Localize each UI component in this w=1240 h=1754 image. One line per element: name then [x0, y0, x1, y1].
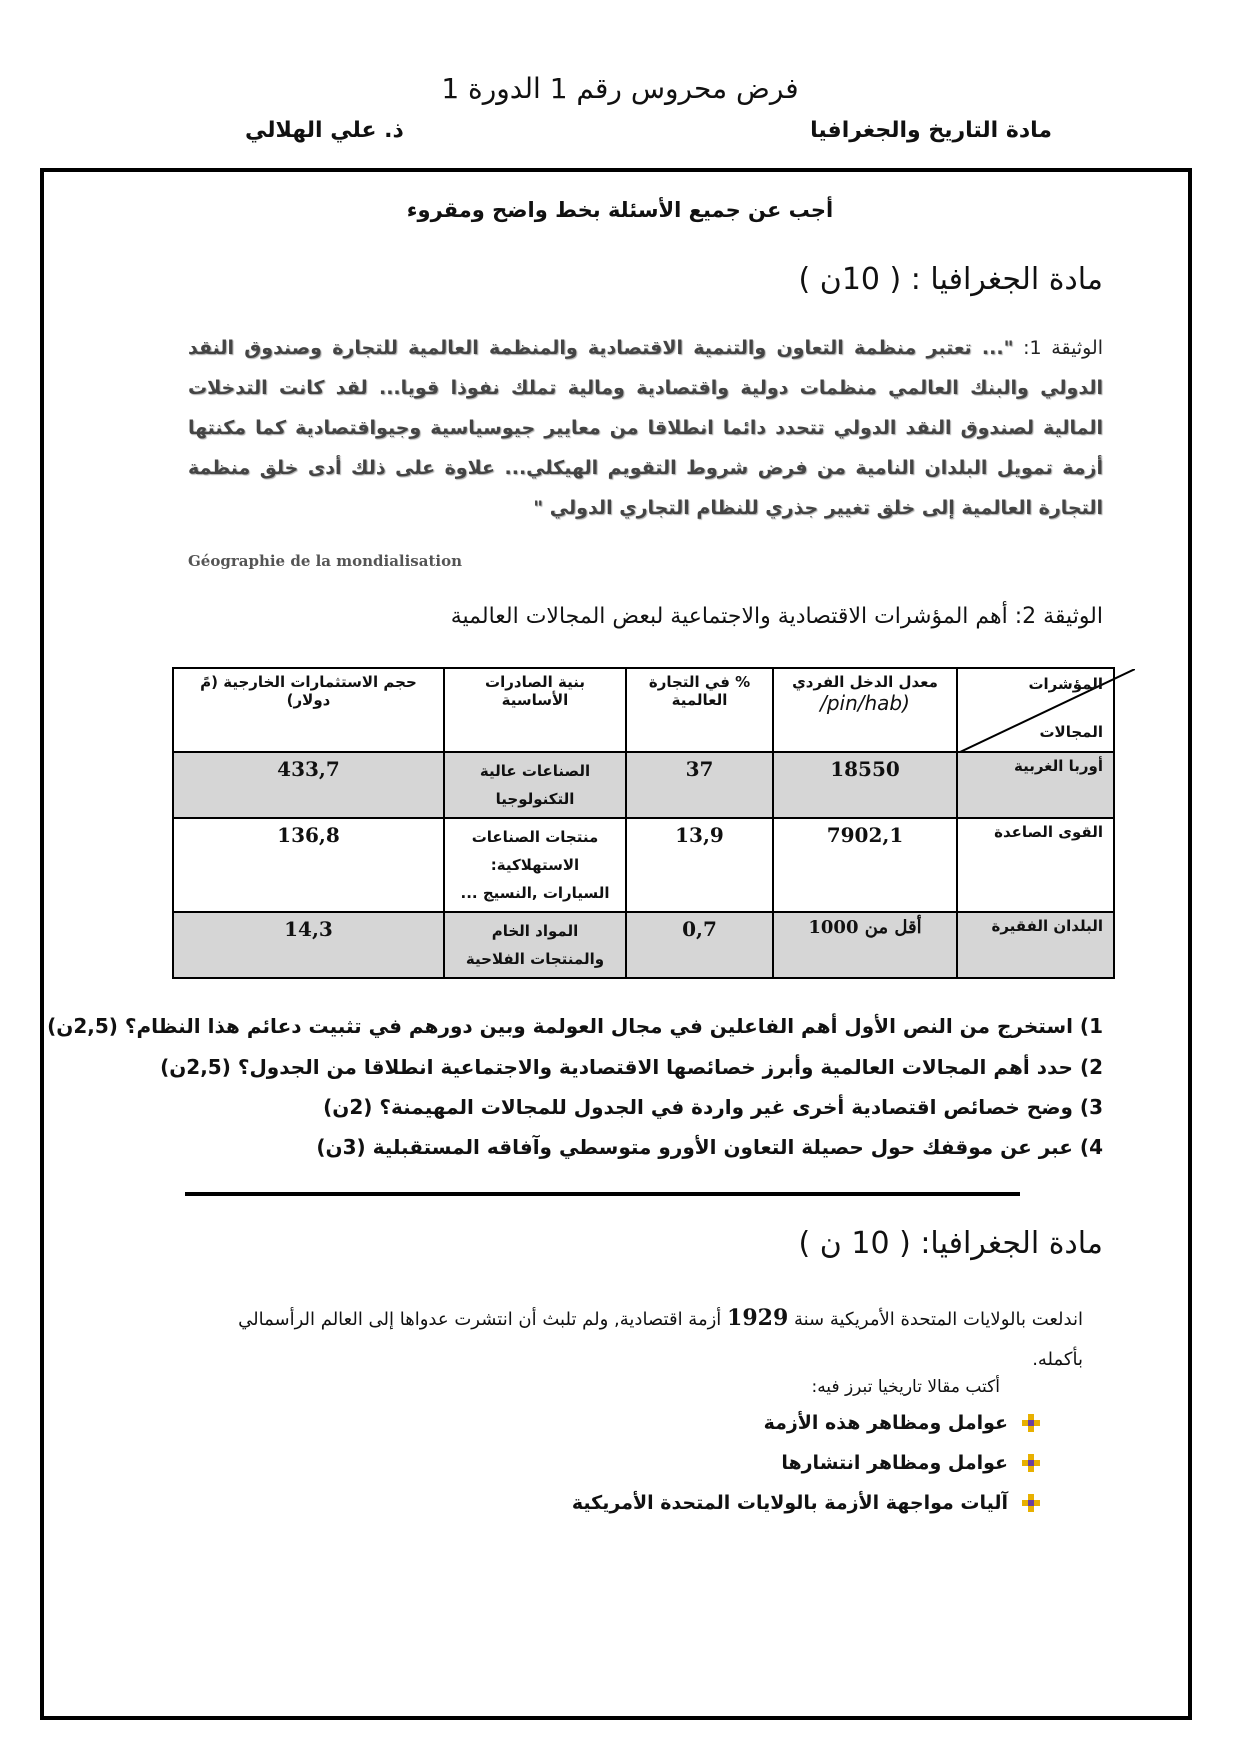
header-investments: حجم الاستثمارات الخارجية (مً دولار)	[173, 668, 444, 752]
document-2-title: الوثيقة 2: أهم المؤشرات الاقتصادية والاجتماعية لبعض المجالات العالمية	[450, 604, 1103, 629]
section-title-2: مادة الجغرافيا: ( 10 ن )	[798, 1226, 1103, 1261]
essay-intro-before: اندلعت بالولايات المتحدة الأمريكية سنة	[788, 1309, 1083, 1330]
instruction: أجب عن جميع الأسئلة بخط واضح ومقروء	[406, 198, 834, 222]
bullet-text: عوامل ومظاهر هذه الأزمة	[763, 1412, 1008, 1434]
table-header-row	[173, 668, 1114, 752]
cell-exports: الصناعات عالية التكنولوجيا	[444, 752, 626, 818]
plus-bullet-icon	[1022, 1414, 1040, 1432]
corner-top-label: المؤشرات	[1028, 675, 1103, 693]
question-1: 1) استخرج من النص الأول أهم الفاعلين في مجال العولمة وبين دورهم في تثبيت دعائم هذا النظام؟ (2,5ن)	[47, 1014, 1103, 1038]
document-1-text: "... تعتبر منظمة التعاون والتنمية الاقتصادية والمنظمة العالمية للتجارة وصندوق النقد الدولي والبنك العالمي منظمات دولية واقتصادية ومالية تملك نفوذا قويا... لقد كانت التدخلات المالية لصندوق النقد الدولي تتحدد دائما انطلاقا من معايير جيوسياسية وجيواقتصادية كما مكنتها أزمة تمويل البلدان النامية من فرض شروط التقويم الهيكلي... علاوة على ذلك أدى خلق منظمة التجارة العالمية إلى خلق تغيير جذري للنظام التجاري الدولي "	[188, 337, 1103, 519]
section-divider	[185, 1192, 1020, 1196]
cell-income: أقل من 1000	[773, 912, 957, 978]
bullet-text: آليات مواجهة الأزمة بالولايات المتحدة الأمريكية	[571, 1492, 1008, 1514]
cell-trade-share: 0,7	[626, 912, 773, 978]
question-3: 3) وضح خصائص اقتصادية أخرى غير واردة في الجدول للمجالات المهيمنة؟ (2ن)	[323, 1095, 1103, 1119]
cell-trade-share: 13,9	[626, 818, 773, 912]
essay-task: أكتب مقالا تاريخيا تبرز فيه:	[811, 1377, 1000, 1397]
bullet-item	[781, 1452, 1040, 1474]
header-exports: بنية الصادرات الأساسية	[444, 668, 626, 752]
plus-bullet-icon	[1022, 1454, 1040, 1472]
cell-income: 7902,1	[773, 818, 957, 912]
bullet-text: عوامل ومظاهر انتشارها	[781, 1452, 1008, 1474]
essay-intro-after: أزمة اقتصادية, ولم تلبث أن انتشرت عدواها إلى العالم الرأسمالي بأكمله.	[238, 1309, 1083, 1370]
cell-region: البلدان الفقيرة	[957, 912, 1114, 978]
document-1-source: Géographie de la mondialisation	[188, 552, 463, 570]
corner-header	[957, 668, 1114, 752]
table-row	[173, 752, 1114, 818]
subject-label: مادة التاريخ والجغرافيا	[810, 118, 1052, 143]
indicators-table	[172, 667, 1115, 979]
header-trade-share: % في التجارة العالمية	[626, 668, 773, 752]
section-title-1: مادة الجغرافيا : ( 10ن )	[798, 262, 1103, 297]
essay-intro	[188, 1298, 1083, 1380]
document-1	[188, 328, 1103, 528]
table-row	[173, 912, 1114, 978]
cell-investments: 433,7	[173, 752, 444, 818]
cell-region: أوربا الغربية	[957, 752, 1114, 818]
essay-intro-year: 1929	[727, 1305, 789, 1331]
cell-income: 18550	[773, 752, 957, 818]
teacher-label: ذ. علي الهلالي	[245, 118, 404, 143]
cell-investments: 136,8	[173, 818, 444, 912]
question-2: 2) حدد أهم المجالات العالمية وأبرز خصائصها الاقتصادية والاجتماعية انطلاقا من الجدول؟ (2,5ن)	[160, 1055, 1103, 1079]
corner-bottom-label: المجالات	[1039, 723, 1103, 741]
cell-trade-share: 37	[626, 752, 773, 818]
cell-investments: 14,3	[173, 912, 444, 978]
cell-region: القوى الصاعدة	[957, 818, 1114, 912]
question-4: 4) عبر عن موقفك حول حصيلة التعاون الأورو متوسطي وآفاقه المستقبلية (3ن)	[316, 1135, 1103, 1159]
bullet-item	[764, 1412, 1040, 1434]
table-row	[173, 818, 1114, 912]
bullet-item	[572, 1492, 1040, 1514]
cell-exports: المواد الخام والمنتجات الفلاحية	[444, 912, 626, 978]
header-income	[773, 668, 957, 752]
header-income-label: معدل الدخل الفردي	[792, 673, 938, 691]
exam-title: فرض محروس رقم 1 الدورة 1	[441, 72, 799, 105]
cell-exports: منتجات الصناعات الاستهلاكية: السيارات ,النسيج ...	[444, 818, 626, 912]
header-income-unit: (pin/hab/	[820, 691, 910, 715]
plus-bullet-icon	[1022, 1494, 1040, 1512]
document-1-label: الوثيقة 1:	[1013, 337, 1103, 359]
